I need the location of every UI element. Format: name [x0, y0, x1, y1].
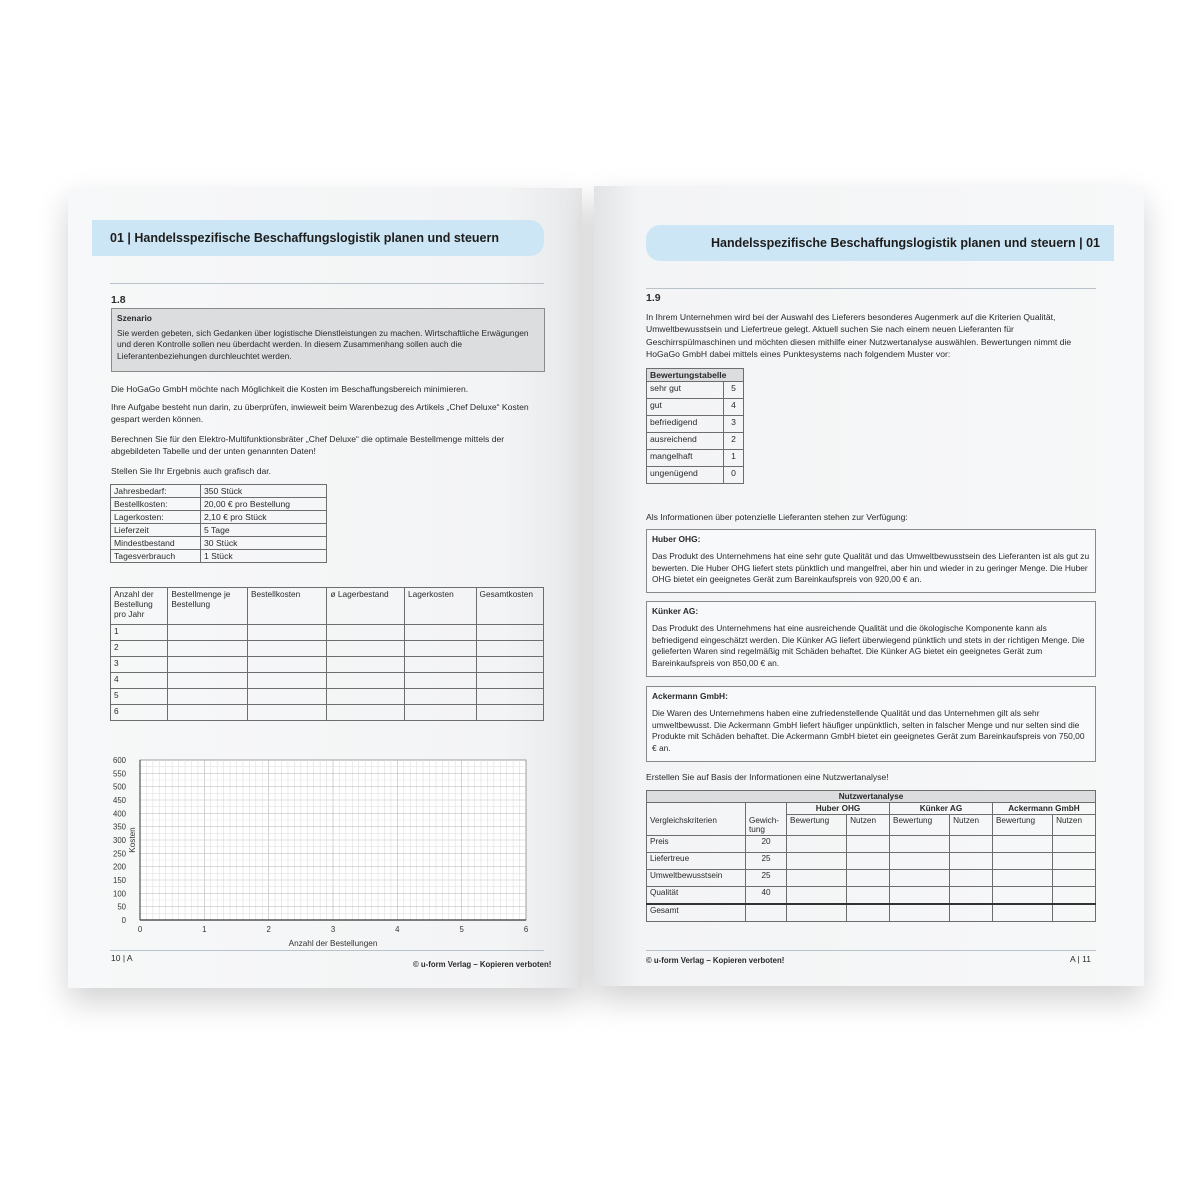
- table-row: [111, 485, 327, 498]
- rating-points: 4: [724, 399, 744, 416]
- rating-points: 3: [724, 416, 744, 433]
- rating-label: befriedigend: [647, 416, 724, 433]
- nwa-cell: [992, 869, 1052, 886]
- info-text: Als Informationen über potenzielle Lieferanten stehen zur Verfügung:: [646, 512, 908, 522]
- y-tick-label: 200: [112, 862, 126, 872]
- right-page: [594, 186, 1144, 986]
- nwa-cell: [889, 852, 949, 869]
- table-cell-value: 5 Tage: [201, 524, 327, 537]
- chapter-banner: 01 | Handelsspezifische Beschaffungslogistik planen und steuern: [92, 220, 544, 256]
- y-axis-label: Kosten: [128, 827, 137, 853]
- scenario-text: Sie werden gebeten, sich Gedanken über logistische Dienstleistungen zu machen. Wirtschaftliche Erwägungen und deren Kontrolle sollen neu überdacht werden. In diesem Zusammenhang sollen auch die Lieferantenbeziehungen durchleuchtet werden.: [117, 327, 529, 361]
- nwa-col-criteria: Vergleichskriterien: [647, 815, 746, 836]
- nwa-cell: [889, 904, 949, 922]
- x-tick-label: 5: [459, 925, 464, 934]
- nwa-cell: [787, 869, 847, 886]
- task-number: 1.8: [111, 294, 126, 306]
- nwa-cell: [1053, 886, 1096, 904]
- calc-table-row-number: 4: [111, 673, 168, 689]
- nwa-col-rating: Bewertung: [787, 815, 847, 836]
- y-tick-label: 0: [121, 916, 126, 925]
- nwa-criterion: Umweltbewusstsein: [647, 869, 746, 886]
- nwa-col-benefit: Nutzen: [950, 815, 993, 836]
- calc-table-cell: [476, 641, 544, 657]
- cost-chart: [108, 754, 548, 954]
- y-tick-label: 50: [117, 902, 126, 912]
- nwa-cell: [847, 835, 890, 852]
- nwa-weight: 25: [746, 852, 787, 869]
- rating-label: ungenügend: [647, 467, 724, 484]
- calc-table-cell: [327, 689, 405, 705]
- table-cell-value: 20,00 € pro Bestellung: [201, 498, 327, 511]
- calc-table-cell: [405, 657, 476, 673]
- footer-divider: [646, 950, 1096, 951]
- nwa-col-rating: Bewertung: [992, 815, 1052, 836]
- table-cell-label: Lagerkosten:: [111, 511, 201, 524]
- nwa-criterion: Qualität: [647, 886, 746, 904]
- nwa-cell: [847, 869, 890, 886]
- y-tick-label: 500: [112, 782, 126, 792]
- scenario-box: [111, 308, 545, 372]
- table-row: [111, 498, 327, 511]
- paragraph-3: Berechnen Sie für den Elektro-Multifunktionsbräter „Chef Deluxe“ die optimale Bestellmenge mittels der abgebildeten Tabelle und der unten genannten Daten!: [111, 434, 505, 456]
- nwa-criterion: Liefertreue: [647, 852, 746, 869]
- rating-points: 2: [724, 433, 744, 450]
- nwa-cell: [1053, 852, 1096, 869]
- table-cell-label: Lieferzeit: [111, 524, 201, 537]
- nwa-cell: [950, 869, 993, 886]
- calc-table-cell: [247, 673, 327, 689]
- x-tick-label: 2: [266, 925, 271, 934]
- nwa-col-benefit: Nutzen: [847, 815, 890, 836]
- nwa-cell: [992, 852, 1052, 869]
- supplier-box-kuenker: [646, 601, 1096, 677]
- table-row: [111, 673, 544, 689]
- table-cell-label: Bestellkosten:: [111, 498, 201, 511]
- calc-table-header: Bestellkosten: [247, 588, 327, 625]
- nwa-weight: 40: [746, 886, 787, 904]
- y-tick-label: 450: [112, 796, 126, 805]
- supplier-text: Das Produkt des Unternehmens hat eine ausreichende Qualität und die ökologische Komponente kann als befriedigend eingeschätzt werden. Die Künker AG liefert überwiegend pünktlich und stets in der richtigen Menge. Die gelieferten Waren sind regelmäßig mit Schäden behaftet. Die Künker AG bietet ein geeignetes Gerät zum Bareinkaufspreis von 850,00 € an.: [652, 622, 1085, 669]
- supplier-box-huber: [646, 529, 1096, 593]
- calc-table-header: ø Lagerbestand: [327, 588, 405, 625]
- nwa-col-benefit: Nutzen: [1053, 815, 1096, 836]
- paragraph-2: Ihre Aufgabe besteht nun darin, zu überprüfen, inwieweit beim Warenbezug des Artikels „Chef Deluxe“ Kosten gespart werden können.: [111, 402, 529, 424]
- x-axis-label: Anzahl der Bestellungen: [288, 939, 378, 948]
- calc-table-cell: [327, 641, 405, 657]
- table-row: [647, 416, 744, 433]
- y-tick-label: 100: [112, 889, 126, 899]
- calc-table-cell: [168, 705, 248, 721]
- table-row: [647, 869, 1096, 886]
- table-cell-value: 2,10 € pro Stück: [201, 511, 327, 524]
- calc-table-cell: [247, 641, 327, 657]
- rating-points: 5: [724, 382, 744, 399]
- table-row: [111, 657, 544, 673]
- nwa-cell: [787, 852, 847, 869]
- calc-table-cell: [476, 705, 544, 721]
- rating-label: mangelhaft: [647, 450, 724, 467]
- task-number: 1.9: [646, 292, 661, 304]
- calc-table-cell: [405, 625, 476, 641]
- x-tick-label: 1: [202, 925, 207, 934]
- nwa-cell: [950, 904, 993, 922]
- calc-table-cell: [476, 689, 544, 705]
- table-row: [647, 382, 744, 399]
- y-tick-label: 250: [112, 849, 126, 859]
- nwa-cell: [889, 869, 949, 886]
- table-row: [111, 689, 544, 705]
- supplier-box-ackermann: [646, 686, 1096, 762]
- rating-label: gut: [647, 399, 724, 416]
- calc-table-cell: [327, 705, 405, 721]
- calc-table-header: Gesamtkosten: [476, 588, 544, 625]
- table-row: [647, 467, 744, 484]
- nwa-title: Nutzwertanalyse: [647, 791, 1096, 803]
- chart-svg: [108, 754, 548, 954]
- table-cell-value: 350 Stück: [201, 485, 327, 498]
- table-row: [111, 524, 327, 537]
- nwa-weight: 25: [746, 869, 787, 886]
- copyright-note: © u-form Verlag – Kopieren verboten!: [413, 960, 552, 969]
- nwa-cell: [847, 886, 890, 904]
- rating-label: sehr gut: [647, 382, 724, 399]
- nwa-cell: [992, 886, 1052, 904]
- calc-table-header: Lagerkosten: [405, 588, 476, 625]
- calc-table-row-number: 6: [111, 705, 168, 721]
- data-table: [110, 484, 327, 563]
- table-row: [111, 550, 327, 563]
- supplier-name: Ackermann GmbH:: [652, 691, 728, 701]
- table-cell-value: 1 Stück: [201, 550, 327, 563]
- y-tick-label: 400: [112, 809, 126, 819]
- nwa-weight: 20: [746, 835, 787, 852]
- table-row: [111, 511, 327, 524]
- calc-table-cell: [405, 641, 476, 657]
- calc-table-cell: [168, 641, 248, 657]
- calc-table-cell: [405, 689, 476, 705]
- nwa-cell: [950, 852, 993, 869]
- table-row: [647, 835, 1096, 852]
- task-text: Erstellen Sie auf Basis der Informationen eine Nutzwertanalyse!: [646, 772, 889, 782]
- nwa-cell: [787, 835, 847, 852]
- calc-table-row-number: 5: [111, 689, 168, 705]
- supplier-text: Die Waren des Unternehmens haben eine zufriedenstellende Qualität und das Unternehmen gilt als sehr umweltbewusst. Die Ackermann GmbH liefert häufiger unpünktlich, selten in falscher Menge und nur selten sind die Produkte mit Schäden behaftet. Die Ackermann GmbH bietet ein geeignetes Gerät zum Bareinkaufspreis von 750,00 € an.: [652, 707, 1085, 754]
- nwa-col-weight: Gewich-tung: [746, 815, 787, 836]
- nwa-cell: [847, 852, 890, 869]
- calc-table-cell: [168, 673, 248, 689]
- y-tick-label: 550: [112, 769, 126, 779]
- calc-table-cell: [476, 657, 544, 673]
- calc-table-cell: [405, 673, 476, 689]
- y-tick-label: 600: [112, 756, 126, 765]
- y-tick-label: 150: [112, 876, 126, 885]
- y-tick-label: 350: [112, 822, 126, 832]
- table-row: [647, 433, 744, 450]
- copyright-note: © u-form Verlag – Kopieren verboten!: [646, 956, 785, 965]
- calc-table-row-number: 1: [111, 625, 168, 641]
- table-row: [647, 852, 1096, 869]
- calc-table-cell: [168, 625, 248, 641]
- calc-table-cell: [247, 689, 327, 705]
- table-cell-label: Jahresbedarf:: [111, 485, 201, 498]
- x-tick-label: 4: [395, 925, 400, 934]
- nwa-company: Huber OHG: [787, 803, 890, 815]
- table-cell-value: 30 Stück: [201, 537, 327, 550]
- nwa-cell: [950, 835, 993, 852]
- calc-table-row-number: 2: [111, 641, 168, 657]
- rating-points: 1: [724, 450, 744, 467]
- calc-table-header: Anzahl der Bestellung pro Jahr: [111, 588, 168, 625]
- chapter-banner: Handelsspezifische Beschaffungslogistik planen und steuern | 01: [646, 225, 1114, 261]
- nwa-company: Ackermann GmbH: [992, 803, 1095, 815]
- nwa-total: Gesamt: [647, 904, 746, 922]
- nwa-cell: [1053, 904, 1096, 922]
- table-row: [111, 705, 544, 721]
- rating-points: 0: [724, 467, 744, 484]
- table-row: [111, 641, 544, 657]
- calc-table-cell: [476, 625, 544, 641]
- nwa-cell: [787, 904, 847, 922]
- table-row: [647, 904, 1096, 922]
- nwa-empty: [746, 803, 787, 815]
- supplier-text: Das Produkt des Unternehmens hat eine sehr gute Qualität und das Umweltbewusstsein des Lieferanten ist als gut zu bewerten. Die Huber OHG liefert stets pünktlich und mangelfrei, aber hin und wieder in zu geringer Menge. Die Huber OHG bietet ein geeignetes Gerät zum Bareinkaufspreis von 920,00 € an.: [652, 550, 1090, 585]
- nwa-cell: [746, 904, 787, 922]
- calc-table-cell: [327, 657, 405, 673]
- rating-label: ausreichend: [647, 433, 724, 450]
- calc-table-cell: [247, 705, 327, 721]
- page-number: A | 11: [1070, 954, 1091, 964]
- supplier-name: Künker AG:: [652, 606, 699, 616]
- calc-table-cell: [168, 689, 248, 705]
- nwa-empty: [647, 803, 746, 815]
- divider: [646, 288, 1096, 289]
- nwa-cell: [992, 835, 1052, 852]
- calc-table-header: Bestellmenge je Bestellung: [168, 588, 248, 625]
- table-cell-label: Tagesverbrauch: [111, 550, 201, 563]
- nutzwert-table: [646, 790, 1096, 922]
- paragraph-1: Die HoGaGo GmbH möchte nach Möglichkeit die Kosten im Beschaffungsbereich minimieren.: [111, 384, 469, 394]
- nwa-cell: [992, 904, 1052, 922]
- calc-table-cell: [405, 705, 476, 721]
- table-row: [647, 450, 744, 467]
- scenario-title: Szenario: [117, 313, 152, 323]
- table-row: [111, 625, 544, 641]
- supplier-name: Huber OHG:: [652, 534, 701, 544]
- nwa-cell: [1053, 869, 1096, 886]
- calc-table-cell: [168, 657, 248, 673]
- x-tick-label: 0: [137, 925, 143, 934]
- x-tick-label: 6: [523, 925, 529, 934]
- paragraph-4: Stellen Sie Ihr Ergebnis auch grafisch dar.: [111, 466, 272, 476]
- nwa-cell: [787, 886, 847, 904]
- x-tick-label: 3: [330, 925, 336, 934]
- table-cell-label: Mindestbestand: [111, 537, 201, 550]
- nwa-cell: [950, 886, 993, 904]
- calc-table-cell: [476, 673, 544, 689]
- nwa-cell: [847, 904, 890, 922]
- footer-divider: [110, 950, 544, 951]
- nwa-company: Künker AG: [889, 803, 992, 815]
- table-row: [111, 537, 327, 550]
- left-page: [68, 188, 582, 988]
- rating-table-title: Bewertungstabelle: [647, 369, 744, 382]
- table-row: [647, 886, 1096, 904]
- divider: [110, 283, 544, 284]
- calc-table-cell: [247, 657, 327, 673]
- nwa-cell: [889, 835, 949, 852]
- calc-table: [110, 587, 544, 721]
- page-number: 10 | A: [111, 953, 133, 963]
- table-row: [647, 399, 744, 416]
- calc-table-cell: [247, 625, 327, 641]
- nwa-criterion: Preis: [647, 835, 746, 852]
- rating-table: [646, 368, 744, 484]
- nwa-col-rating: Bewertung: [889, 815, 949, 836]
- nwa-cell: [1053, 835, 1096, 852]
- nwa-cell: [889, 886, 949, 904]
- y-tick-label: 300: [112, 836, 126, 845]
- calc-table-cell: [327, 625, 405, 641]
- calc-table-row-number: 3: [111, 657, 168, 673]
- calc-table-cell: [327, 673, 405, 689]
- intro-text: In Ihrem Unternehmen wird bei der Auswahl des Lieferers besonderes Augenmerk auf die Kriterien Qualität, Umweltbewusstsein und Liefertreue gelegt. Aktuell suchen Sie nach einem neuen Lieferanten für Geschirrspülmaschinen und möchten diesen mithilfe einer Nutzwertanalyse auswählen. Bewertungen nimmt die HoGaGo GmbH dabei mittels eines Punktesystems nach folgendem Muster vor:: [646, 312, 1072, 360]
